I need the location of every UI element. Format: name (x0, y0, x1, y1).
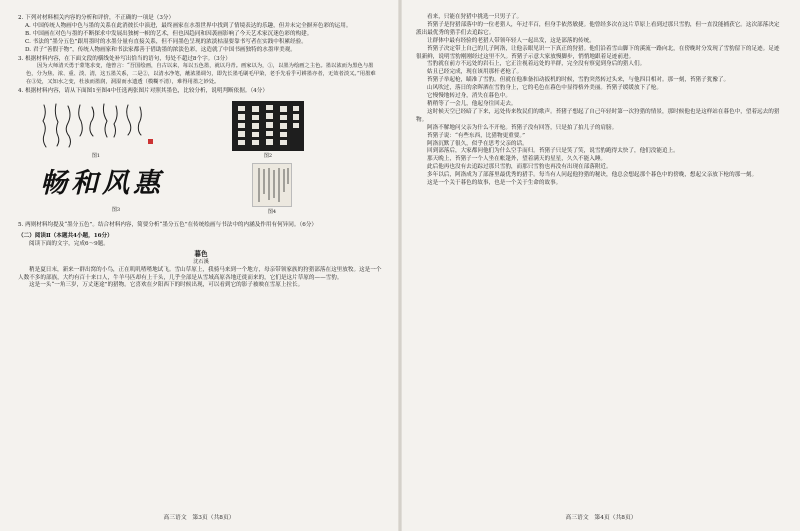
right-paragraph-13: 苔猪子说：“有些东西，比猎物更重要。” (427, 132, 526, 139)
right-paragraph-3: 让群体中最有经验的老猎人带领年轻人一起出发，这是部落的传统。 (427, 37, 595, 44)
right-paragraph-18: 多年以后，阿洛成为了部落里最优秀的猎手。每当有人问起他狩猎的秘诀，他总会想起那个暮色中的傍晚，想起父亲放下枪的那一刻。 (427, 172, 758, 179)
q2-option-d: D. 君子“善假于物”，传统人物画家和书法家都善于借助墨的浓淡色彩，这造就了中国书画独特的水墨审美观。 (25, 46, 296, 53)
right-paragraph-9: 它慢慢地转过身，消失在暮色中。 (427, 93, 511, 100)
left-page-footer: 高三语文 第3页（共8页） (163, 515, 235, 522)
section-heading: （二）阅读Ⅱ（本题共4小题，16分） (18, 232, 113, 239)
right-paragraph-5: 雪豹就在前方不远处的岩石上，它正注视着远处的羊群，完全没有察觉到身后的猎人们。 (427, 61, 646, 68)
right-paragraph-17: 此后他再也没有去追踪过那只雪豹，而那只雪豹也再没有出现在部落附近。 (427, 164, 612, 171)
figure-2-rubbing (232, 101, 304, 151)
figure-4-manuscript (252, 163, 292, 207)
right-paragraph-2: 苔猪子是狩猎部落中的一位老猎人，年过半百，但身手依然敏捷。他曾经多次在这片草原上看到过那只雪豹，但一直没能捕获它。这次部落决定派出最优秀的猎手们去追踪它。 (416, 21, 780, 36)
q2-stem: 2. 下列对材料相关内容的分析和评价，不正确的一项是（3分） (18, 15, 175, 21)
left-page (0, 0, 398, 531)
q2-option-b: B. 中国画在对色与墨的不断探求中发展出独树一帜的艺术，但也因趋同和因袭画影响了今天艺术家沉迷色彩的构建。 (25, 30, 313, 37)
story-author: 沈石溪 (193, 258, 209, 265)
q5-stem: 5. 两则材料均提及“墨分五色”。结合材料内容，简要分析“墨分五色”在传统绘画与书法中的内涵及作用有何异同。（6分） (18, 222, 318, 229)
figure-2-caption: 图2 (263, 153, 273, 160)
right-page-footer: 高三语文 第4页（共8页） (565, 515, 637, 522)
figure-2-image (232, 101, 304, 151)
right-paragraph-7: 苔猪子举起枪，瞄准了雪豹。但就在他准备扣动扳机的时候，雪豹突然转过头来，与他四目相对。那一刻，苔猪子犹豫了。 (427, 77, 730, 84)
story-paragraph-1: 稍是夏日末，新来一群出窝的小鸟，正在叽叽喳喳地试飞。雪山草原上，我骑马来到一个地方，母亲带领家族的狩猎部落在这里放牧。这是一个人数不多的部族，大约有百十来口人，牛羊马匹却有上千头，几乎全部是从雪域高原各地迁徙而来的，它们是这片草原的——雪豹。 (18, 266, 382, 281)
figure-1-calligraphy (36, 101, 156, 151)
right-paragraph-4: 苔猪子决定带上自己的儿子阿洛，让他亲眼见识一下真正的狩猎。他们沿着雪山脚下的溪流一路向北，在傍晚时分发现了雪豹留下的足迹。足迹很新鲜，说明雪豹刚刚经过这里不久。苔猪子示意大家放慢脚步，悄悄地跟着足迹前进。 (416, 45, 780, 60)
right-paragraph-15: 回到部落后，大家都问他们为什么空手而归。苔猪子只是笑了笑，说雪豹跑得太快了，他们没能追上。 (427, 148, 679, 155)
figure-3-calligraphy (40, 165, 190, 205)
right-paragraph-10: 稍稍等了一会儿，他起身往回走去。 (427, 100, 517, 107)
figure-1-image (36, 101, 156, 151)
right-paragraph-14: 阿洛沉默了很久，似乎在思考父亲的话。 (427, 140, 528, 147)
right-paragraph-6: 姑且已经完成，现在该用那杆老枪了。 (427, 69, 523, 76)
section-instruction: 阅读下面的文字，完成6～9题。 (29, 240, 109, 247)
q2-option-c: C. 书法的“墨分五色”跟用墨时的水墨分量有直接关系，但不同墨色呈现的浓淡枯湿要靠书写者在实践中积累经验。 (25, 38, 307, 45)
q4-figures (18, 99, 384, 219)
q3-paragraph: 因为大师清天勇于蒙笔求变，他曾言：“吾国绘画，自古以来，每以五色墨，就以丹青。画家以为，①，以墨为绘画之主色。墨以浓而为黑色与墨色，分为焦、浓、重、淡、清，这五墨关系，二是②，以清水净笔，蘸浓墨调匀，即先长墨毛刷毛甲染，老手先看乎可耕墨亦者，无效者淡又。”用墨难在③处，又知水之变，杜浊而墨润，洞湿而水遗透（模糊不清），难得用墨之妙处。 (26, 63, 376, 86)
q3-stem: 3. 根据材料内容，在下面文段的横线处补写出恰当的语句，每处不超过8个字。（3分） (18, 55, 231, 62)
q4-stem: 4. 根据材料内容，请从下面图1至图4中任选两张图片对照其墨色，比较分析，说明判断依据。（4分） (18, 88, 268, 95)
figure-4-caption: 图4 (267, 209, 277, 216)
figure-3-caption: 图3 (111, 207, 121, 214)
right-paragraph-16: 那天晚上，苔猪子一个人坐在帐篷外，望着满天的星星，久久不能入睡。 (427, 156, 607, 163)
figure-1-caption: 图1 (91, 153, 101, 160)
right-paragraph-12: 阿洛不解地问父亲为什么不开枪。苔猪子没有回答，只是拍了拍儿子的肩膀。 (427, 124, 618, 131)
story-title: 暮色 (194, 249, 208, 258)
q2-option-a: A. 中国传统人物画中色与墨的关系在此消彼长中演进，最终画家在水墨世界中找到了情境表达的乐趣，但并未完全摒弃色彩的运用。 (25, 22, 352, 29)
right-page (402, 0, 800, 531)
right-paragraph-11: 这时候天空已经暗了下来，远处传来牧民们的歌声。苔猪子想起了自己年轻时第一次狩猎的情景，那时候他也是这样站在暮色中，望着远去的猎物。 (416, 108, 780, 123)
story-paragraph-2: 这是一头“一角三岁，万丈迷途”的猎物。它喜欢在夕阳西下的时候出现，可以看到它的影子被映在雪原上拉长。 (29, 282, 304, 289)
right-paragraph-19: 这是一个关于暮色的故事，也是一个关于生命的故事。 (427, 180, 562, 187)
figure-3-text: 畅和风惠 (40, 168, 164, 200)
right-paragraph-8: 山风吹过，落日的余晖洒在雪豹身上，它的毛色在暮色中显得格外美丽。苔猪子缓缓放下了枪。 (427, 85, 662, 92)
right-paragraph-1: 看来，只能在狩猎中挑选一只男子了。 (427, 14, 523, 20)
figure-4-image (253, 164, 293, 208)
